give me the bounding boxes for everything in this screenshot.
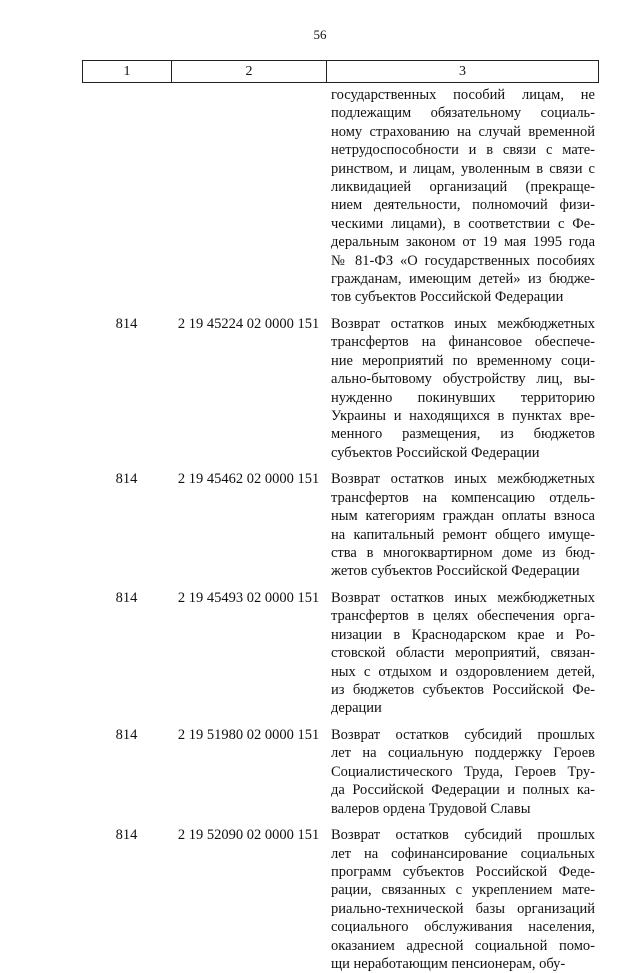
- description-line: ства в многоквартирном доме из бюд-: [331, 545, 595, 562]
- description-cell: [331, 470, 595, 580]
- kbk-code-cell: 2 19 52090 02 0000 151: [177, 827, 320, 844]
- description-line: Возврат остатков иных межбюджетных: [331, 316, 595, 332]
- continuation-description: [331, 86, 595, 307]
- description-line: подлежащим обязательному социаль-: [331, 105, 595, 122]
- description-line: менного размещения, из бюджетов: [331, 426, 595, 443]
- description-line: программ субъектов Российской Феде-: [331, 864, 595, 880]
- description-line: нием деятельности, полномочий физи-: [331, 197, 595, 214]
- description-line: социального обслуживания населения,: [331, 919, 595, 936]
- description-line: ально-бытовому обустройству лиц, вы-: [331, 371, 595, 388]
- description-line: Возврат остатков иных межбюджетных: [331, 471, 595, 488]
- admin-code-cell: 814: [115, 471, 138, 488]
- description-line: валеров ордена Трудовой Славы: [331, 800, 531, 817]
- kbk-code-cell: 2 19 45224 02 0000 151: [177, 316, 320, 332]
- description-line: нетрудоспособности и в связи с мате-: [331, 142, 595, 159]
- description-line: Возврат остатков иных межбюджетных: [331, 590, 595, 606]
- description-line: ческими лицами), в соответствии с Фе-: [331, 215, 595, 232]
- description-cell: [331, 589, 595, 718]
- header-col-3: 3: [459, 64, 466, 79]
- admin-code-cell: 814: [115, 827, 138, 844]
- header-col-2: 2: [172, 61, 327, 82]
- description-line: щи неработающим пенсионерам, обу-: [331, 956, 566, 973]
- description-line: ринством, и лицам, уволенным в связи с: [331, 160, 595, 177]
- description-line: дерации: [331, 700, 382, 717]
- description-line: оказанием адресной социальной помо-: [331, 937, 595, 954]
- description-line: Украины и находящихся в пунктах вре-: [331, 408, 595, 425]
- description-line: стовской области мероприятий, связан-: [331, 645, 595, 662]
- description-line: субъектов Российской Федерации: [331, 444, 540, 461]
- description-line: ние мероприятий по временному соци-: [331, 352, 595, 369]
- description-cell: [331, 315, 595, 462]
- description-line: трансфертов на финансовое обеспече-: [331, 334, 595, 351]
- description-line: Социалистического Труда, Героев Тру-: [331, 763, 595, 780]
- description-line: Возврат остатков субсидий прошлых: [331, 727, 595, 743]
- description-line: на капитальный ремонт общего имуще-: [331, 526, 595, 543]
- description-line: да Российской Федерации и полных ка-: [331, 782, 595, 799]
- description-line: лет на софинансирование социальных: [331, 845, 595, 862]
- description-line: трансфертов в целях обеспечения орга-: [331, 608, 595, 625]
- description-line: тов субъектов Российской Федерации: [331, 289, 564, 306]
- description-line: Возврат остатков субсидий прошлых: [331, 827, 595, 844]
- description-line: № 81-ФЗ «О государственных пособиях: [331, 252, 595, 269]
- page-number: 56: [313, 27, 327, 42]
- description-line: государственных пособий лицам, не: [331, 87, 595, 103]
- table-header-row: [82, 60, 599, 83]
- description-line: риально-технической базы организаций: [331, 900, 595, 917]
- description-line: ному страхованию на случай временной: [331, 123, 595, 140]
- admin-code-cell: 814: [115, 316, 138, 332]
- description-line: из бюджетов субъектов Российской Фе-: [331, 682, 595, 699]
- description-line: жетов субъектов Российской Федерации: [331, 563, 580, 580]
- description-line: деральным законом от 19 мая 1995 года: [331, 234, 595, 251]
- header-col-1: 1: [83, 61, 172, 82]
- description-line: рации, связанных с укреплением мате-: [331, 882, 595, 899]
- kbk-code-cell: 2 19 45462 02 0000 151: [177, 471, 320, 488]
- description-line: лет на социальную поддержку Героев: [331, 745, 595, 762]
- description-line: нужденно покинувших территорию: [331, 389, 595, 406]
- description-cell: [331, 726, 595, 818]
- description-cell: [331, 826, 595, 973]
- description-line: трансфертов на компенсацию отдель-: [331, 489, 595, 506]
- description-line: ликвидацией организаций (прекраще-: [331, 179, 595, 196]
- kbk-code-cell: 2 19 45493 02 0000 151: [177, 590, 320, 606]
- description-line: ных с отдыхом и оздоровлением детей,: [331, 663, 595, 680]
- admin-code-cell: 814: [115, 727, 138, 743]
- admin-code-cell: 814: [115, 590, 138, 606]
- description-line: ным категориям граждан оплаты взноса: [331, 508, 595, 525]
- description-line: низации в Краснодарском крае и Ро-: [331, 626, 595, 643]
- description-line: гражданам, имеющим детей» из бюдже-: [331, 271, 595, 288]
- kbk-code-cell: 2 19 51980 02 0000 151: [177, 727, 320, 743]
